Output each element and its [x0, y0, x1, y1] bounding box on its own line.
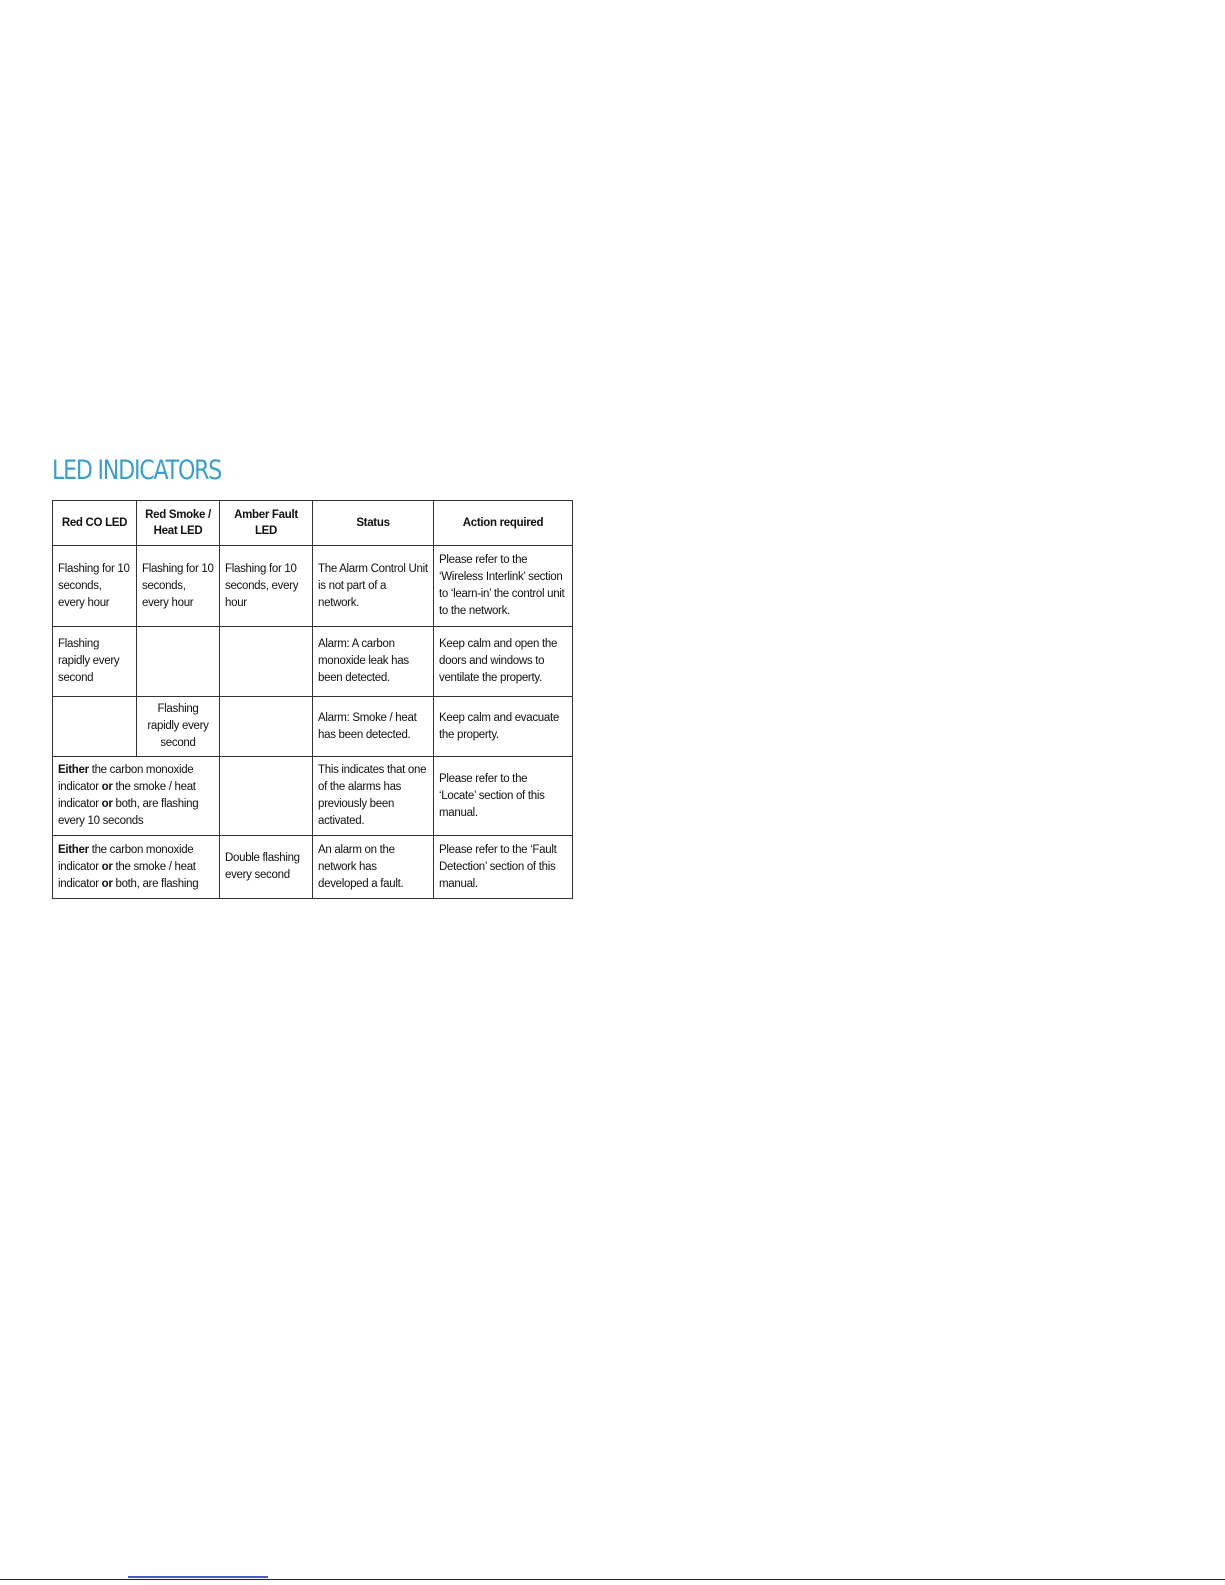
combined-text: both, are flashing every 10 seconds	[58, 798, 199, 827]
footer-link-underline[interactable]	[128, 1576, 268, 1578]
cell-smoke: Flashing for 10 seconds, every hour	[137, 546, 220, 627]
page-bottom-rule	[0, 1579, 1225, 1580]
combined-text: the carbon monoxide indicator	[58, 764, 194, 793]
cell-fault: Double flashing every second	[220, 836, 313, 899]
emphasis-or: or	[101, 781, 113, 793]
table-row	[53, 836, 573, 899]
cell-status: This indicates that one of the alarms has previously been activated.	[313, 757, 434, 836]
cell-co: Flashing for 10 seconds, every hour	[53, 546, 137, 627]
combined-text: both, are flashing	[112, 877, 199, 890]
header-red-smoke-heat-led: Red Smoke / Heat LED	[137, 501, 220, 546]
cell-action: Please refer to the ‘Fault Detection’ section of this manual.	[434, 836, 573, 899]
led-indicators-table	[52, 500, 573, 899]
combined-text: the carbon monoxide indicator	[58, 843, 194, 873]
cell-fault	[220, 697, 313, 757]
cell-co	[53, 697, 137, 757]
header-status: Status	[313, 501, 434, 546]
cell-action: Please refer to the ‘Wireless Interlink’ section to ‘learn-in’ the control unit to the network.	[434, 546, 573, 627]
table-row	[53, 757, 573, 836]
emphasis-either: Either	[58, 843, 89, 856]
cell-action: Please refer to the ‘Locate’ section of this manual.	[434, 757, 573, 836]
cell-fault	[220, 627, 313, 697]
cell-status: An alarm on the network has developed a fault.	[313, 836, 434, 899]
cell-smoke	[137, 627, 220, 697]
cell-smoke: Flashing rapidly every second	[137, 697, 220, 757]
section-title: LED INDICATORS	[52, 455, 222, 486]
header-amber-fault-led: Amber Fault LED	[220, 501, 313, 546]
header-red-co-led: Red CO LED	[53, 501, 137, 546]
cell-fault: Flashing for 10 seconds, every hour	[220, 546, 313, 627]
cell-co-smoke-combined	[53, 757, 220, 836]
cell-fault	[220, 757, 313, 836]
table-row	[53, 546, 573, 627]
cell-status: Alarm: A carbon monoxide leak has been detected.	[313, 627, 434, 697]
table-header-row	[53, 501, 573, 546]
header-action-required: Action required	[434, 501, 573, 546]
cell-action: Keep calm and open the doors and windows to ventilate the property.	[434, 627, 573, 697]
cell-status: The Alarm Control Unit is not part of a network.	[313, 546, 434, 627]
emphasis-or: or	[101, 877, 113, 890]
emphasis-either: Either	[58, 764, 89, 776]
cell-co-smoke-combined	[53, 836, 220, 899]
combined-text: the smoke / heat indicator	[58, 781, 196, 810]
table-row	[53, 627, 573, 697]
cell-action: Keep calm and evacuate the property.	[434, 697, 573, 757]
table-row	[53, 697, 573, 757]
combined-text: the smoke / heat indicator	[58, 860, 196, 890]
cell-status: Alarm: Smoke / heat has been detected.	[313, 697, 434, 757]
emphasis-or: or	[101, 798, 113, 810]
emphasis-or: or	[101, 860, 113, 873]
cell-co: Flashing rapidly every second	[53, 627, 137, 697]
